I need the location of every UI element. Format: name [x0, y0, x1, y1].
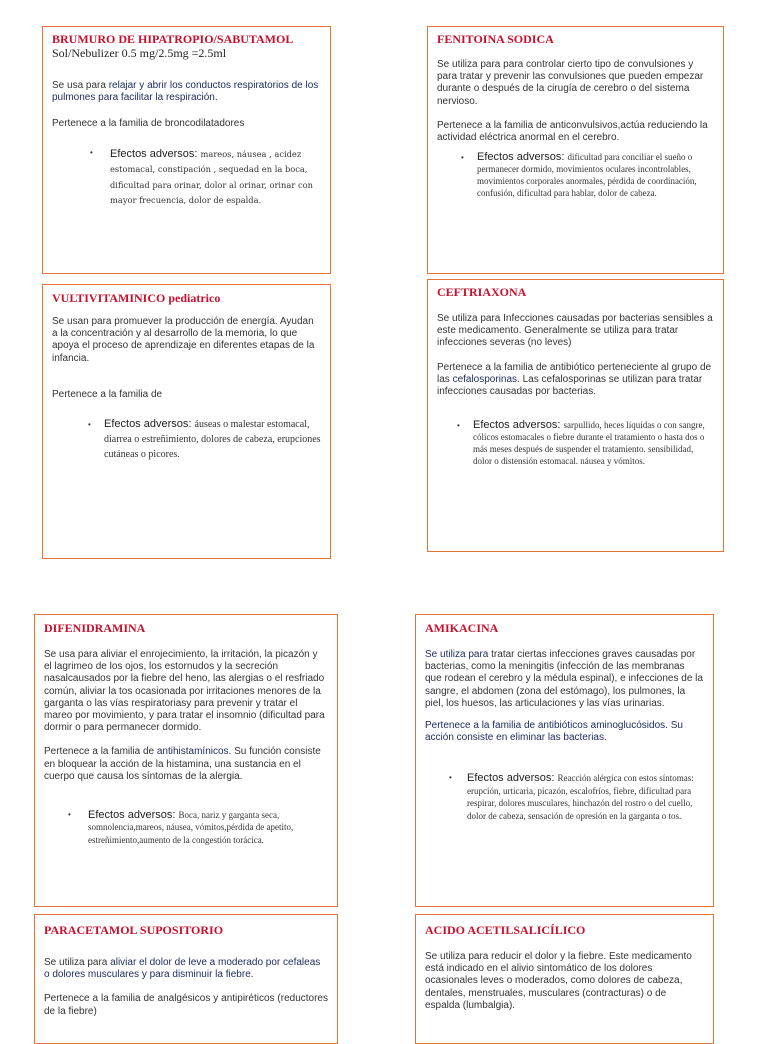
card-family-text: Pertenece a la familia de anticonvulsivos,actúa reduciendo la actividad eléctrica anormal en el cerebro. [437, 119, 708, 144]
card-brumuro [42, 26, 331, 274]
card-use-text: Se utiliza para Infecciones causadas por bacterias sensibles a este medicamento. Generalmente se utiliza para tratar infecciones severas (no leves) [437, 313, 713, 349]
card-family-text [437, 362, 714, 399]
effects-list [90, 147, 321, 209]
card-use-text [44, 957, 328, 981]
card-title: FENITOINA SODICA [437, 32, 554, 46]
bullet-icon: • [461, 153, 464, 163]
effects-list [461, 152, 714, 199]
effects-list [68, 809, 328, 846]
family-prefix: Pertenece a la familia de antibiótico perteneciente al grupo de las [437, 361, 712, 385]
use-rest: tratar ciertas infecciones graves causadas por bacterias, como la meningitis (infección de las membranas que rodean el cerebro y la médula espinal), e infecciones de la sangre, el abdomen (zona del estómago), los pulmones, la piel, los huesos, las articulaciones y las vías urinarias. [425, 649, 703, 709]
effects-text: áuseas o malestar estomacal, diarrea o estreñimiento, dolores de cabeza, erupciones cutáneas o picores. [104, 419, 321, 461]
card-use-text: Se utiliza para para controlar cierto tipo de convulsiones y para tratar y prevenir las convulsiones que pueden empezar durante o después de la cirugía de cerebro o del sistema nervioso. [437, 59, 704, 107]
card-family-text: Pertenece a la familia de broncodilatadores [52, 118, 245, 130]
family-suffix: . Su función consiste en bloquear la acción de la histamina, una sustancia en el cuerpo que causa los síntomas de la alergia. [44, 746, 321, 782]
card-difenidramina [34, 614, 338, 907]
card-use-text [425, 649, 704, 710]
effects-text: dificultad para conciliar el sueño o permanecer dormido, movimientos oculares incontrolables, movimientos corporales anormales, pérdida de coordinación, confusión, dificultad para hablar, dolor de cabeza. [477, 152, 697, 198]
effects-text: Boca, nariz y garganta seca, somnolencia,mareos, náusea, vómitos,pérdida de apetito, estreñimiento,aumento de la congestión torácica. [88, 810, 294, 845]
card-family-text: Pertenece a la familia de analgésicos y antipiréticos (reductores de la fiebre) [44, 993, 328, 1017]
card-use-text: Se usa para aliviar el enrojecimiento, la irritación, la picazón y el lagrimeo de los ojos, los estornudos y la secreción nasalcausados por la fiebre del heno, las alergias o el resfriado común, aliviar la tos ocasionada por irritaciones menores de la garganta o las vías respiratoriasy para prevenir y tratar el mareo por movimiento, y para tratar el insomnio (dificultad para dormir o para permanecer dormido. [44, 649, 325, 734]
effects-text: sarpullido, heces líquidas o con sangre, cólicos estomacales o fiebre durante el tratamiento o hasta dos o más meses después de suspender el tratamiento. sensibilidad, dolor o distensión estomacal. náusea y vómitos. [473, 420, 705, 466]
card-vultivitaminico [42, 284, 331, 559]
family-highlight: antihistamínicos [156, 746, 229, 758]
card-use-text: Se usan para promuever la producción de energía. Ayudan a la concentración y al desarrollo de la memoria, lo que apoya el proceso de aprendizaje en diferentes etapas de la infancia. [52, 316, 315, 364]
bullet-icon: • [88, 420, 91, 430]
card-title: DIFENIDRAMINA [44, 621, 146, 635]
effects-label: Efectos adversos: [88, 809, 179, 822]
effects-list [88, 417, 321, 462]
effects-label: Efectos adversos: [467, 772, 558, 785]
effects-label: Efectos adversos: [473, 419, 564, 432]
use-suffix: . [250, 969, 254, 981]
use-highlight: aliviar el dolor de leve a moderado por cefaleas o dolores musculares y para disminuir la fiebre [44, 957, 321, 981]
use-prefix: Se usa para [52, 80, 109, 91]
card-title: PARACETAMOL SUPOSITORIO [44, 923, 224, 937]
card-title: BRUMURO DE HIPATROPIO/SABUTAMOL [52, 32, 294, 46]
card-use-text: Se utiliza para reducir el dolor y la fiebre. Este medicamento está indicado en el alivio sintomático de los dolores ocasionales leves o moderados, como dolores de cabeza, dentales, menstruales, musculares (contracturas) o de espalda (lumbalgia). [425, 951, 692, 1011]
effects-list [449, 772, 704, 822]
card-subtitle: Sol/Nebulizer 0.5 mg/2.5mg =2.5ml [52, 46, 227, 60]
bullet-icon: • [90, 147, 93, 157]
card-use-text [52, 80, 321, 104]
bullet-icon: • [68, 810, 71, 820]
family-suffix: . Las cefalosporinas se utilizan para tratar infecciones causadas por bacterias. [437, 373, 703, 398]
effects-label: Efectos adversos: [110, 147, 201, 160]
bullet-icon: • [449, 773, 452, 783]
use-prefix: Se utiliza para [44, 957, 111, 968]
card-fenitoina [427, 26, 724, 274]
card-amikacina [415, 614, 714, 907]
effects-label: Efectos adversos: [477, 151, 568, 164]
card-family-text: Pertenece a la familia de antibióticos aminoglucósidos. Su acción consiste en eliminar las bacterias. [425, 720, 683, 744]
use-highlight: relajar y abrir los conductos respiratorios de los pulmones para facilitar la respiración. [52, 80, 319, 104]
card-family-text [44, 746, 328, 783]
card-acido-acetilsalicilico [415, 914, 714, 1044]
card-paracetamol [34, 914, 338, 1044]
effects-text: Reacción alérgica con estos síntomas: erupción, urticaria, picazón, escalofríos, fiebre, dificultad para respirar, dolores musculares, hinchazón del rostro o del cuello, dolor de cabeza, sensación de opresión en la garganta o tos. [467, 773, 694, 821]
family-prefix: Pertenece a la familia de [44, 746, 157, 758]
card-title: ACIDO ACETILSALICÍLICO [425, 923, 586, 937]
card-family-text: Pertenece a la familia de [52, 388, 163, 400]
card-ceftriaxona [427, 279, 724, 552]
effects-list [457, 420, 714, 467]
card-title: AMIKACINA [425, 621, 499, 635]
card-title: CEFTRIAXONA [437, 285, 527, 299]
use-prefix: Se utiliza para [425, 649, 489, 660]
effects-text: mareos, náusea , acidez estomacal, constipación , sequedad en la boca, dificultad para orinar, dolor al orinar, orinar con mayor frecuencia, dolor de espalda. [110, 148, 313, 206]
bullet-icon: • [457, 421, 460, 431]
family-highlight: cefalosporinas [452, 373, 518, 385]
effects-label: Efectos adversos: [104, 418, 195, 431]
card-title: VULTIVITAMINICO pediatrico [52, 291, 221, 305]
